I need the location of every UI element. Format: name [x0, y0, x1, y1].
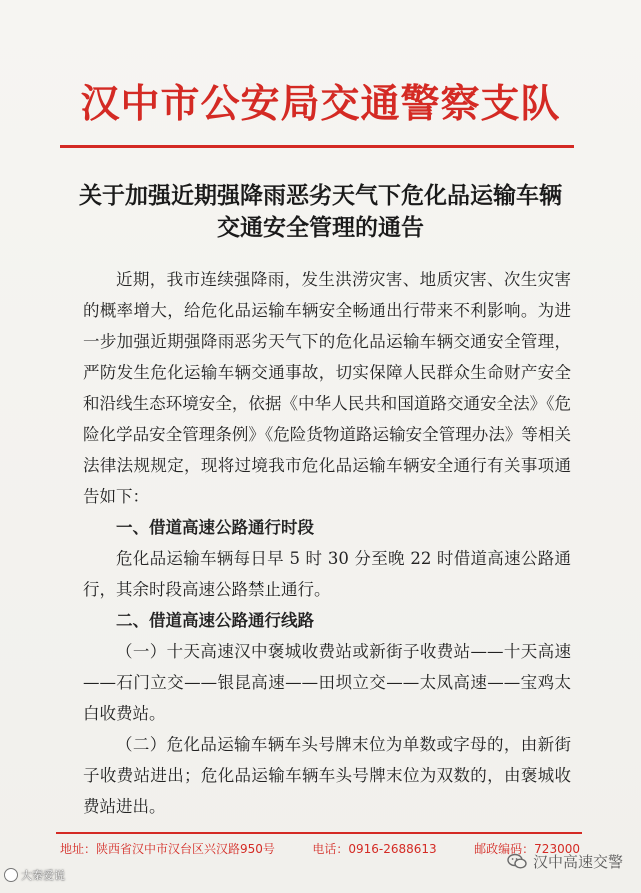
- section-heading-1: 一、借道高速公路通行时段: [116, 518, 314, 537]
- masthead-title: 汉中市公安局交通警察支队: [80, 81, 561, 127]
- route-paragraph-2: （二）危化品运输车辆车头号牌末位为单数或字母的，由新街子收费站进出；危化品运输车辆车头号牌末位为双数的，由褒城收费站进出。: [83, 735, 571, 816]
- notice-body: [83, 264, 571, 822]
- route-paragraph-1: （一）十天高速汉中褒城收费站或新街子收费站——十天高速——石门立交——银昆高速——田坝立交——太凤高速——宝鸡太白收费站。: [83, 642, 571, 723]
- footer-postcode: 邮政编码：723000: [474, 841, 580, 856]
- notice-title-line-1: 关于加强近期强降雨恶劣天气下危化品运输车辆: [79, 182, 562, 209]
- intro-paragraph: 近期，我市连续强降雨，发生洪涝灾害、地质灾害、次生灾害的概率增大，给危化品运输车辆安全畅通出行带来不利影响。为进一步加强近期强降雨恶劣天气下的危化品运输车辆交通安全管理，严防发生危化运输车辆交通事故，切实保障人民群众生命财产安全和沿线生态环境安全，依据《中华人民共和国道路交通安全法》《危险化学品安全管理条例》《危险货物道路运输安全管理办法》等相关法律法规规定，现将过境我市危化品运输车辆安全通行有关事项通告如下：: [83, 270, 571, 506]
- watermark-right-text: 汉中高速交警: [532, 853, 623, 871]
- watermark-right: [507, 851, 623, 872]
- weibo-icon: [4, 868, 18, 882]
- notice-title-line-2: 交通安全管理的通告: [217, 214, 424, 241]
- footer-divider: [56, 832, 582, 834]
- watermark-left-text: 大秦爱说: [21, 869, 65, 882]
- footer-address: 地址：陕西省汉中市汉台区兴汉路950号: [60, 841, 275, 856]
- watermark-left: [4, 867, 65, 883]
- section-1-paragraph: 危化品运输车辆每日早 5 时 30 分至晚 22 时借道高速公路通行，其余时段高速公路禁止通行。: [83, 549, 571, 599]
- footer-phone: 电话：0916-2688613: [312, 841, 437, 856]
- section-heading-2: 二、借道高速公路通行线路: [116, 611, 314, 630]
- masthead-divider: [60, 145, 574, 148]
- wechat-icon: [507, 853, 527, 870]
- footer: [60, 838, 580, 858]
